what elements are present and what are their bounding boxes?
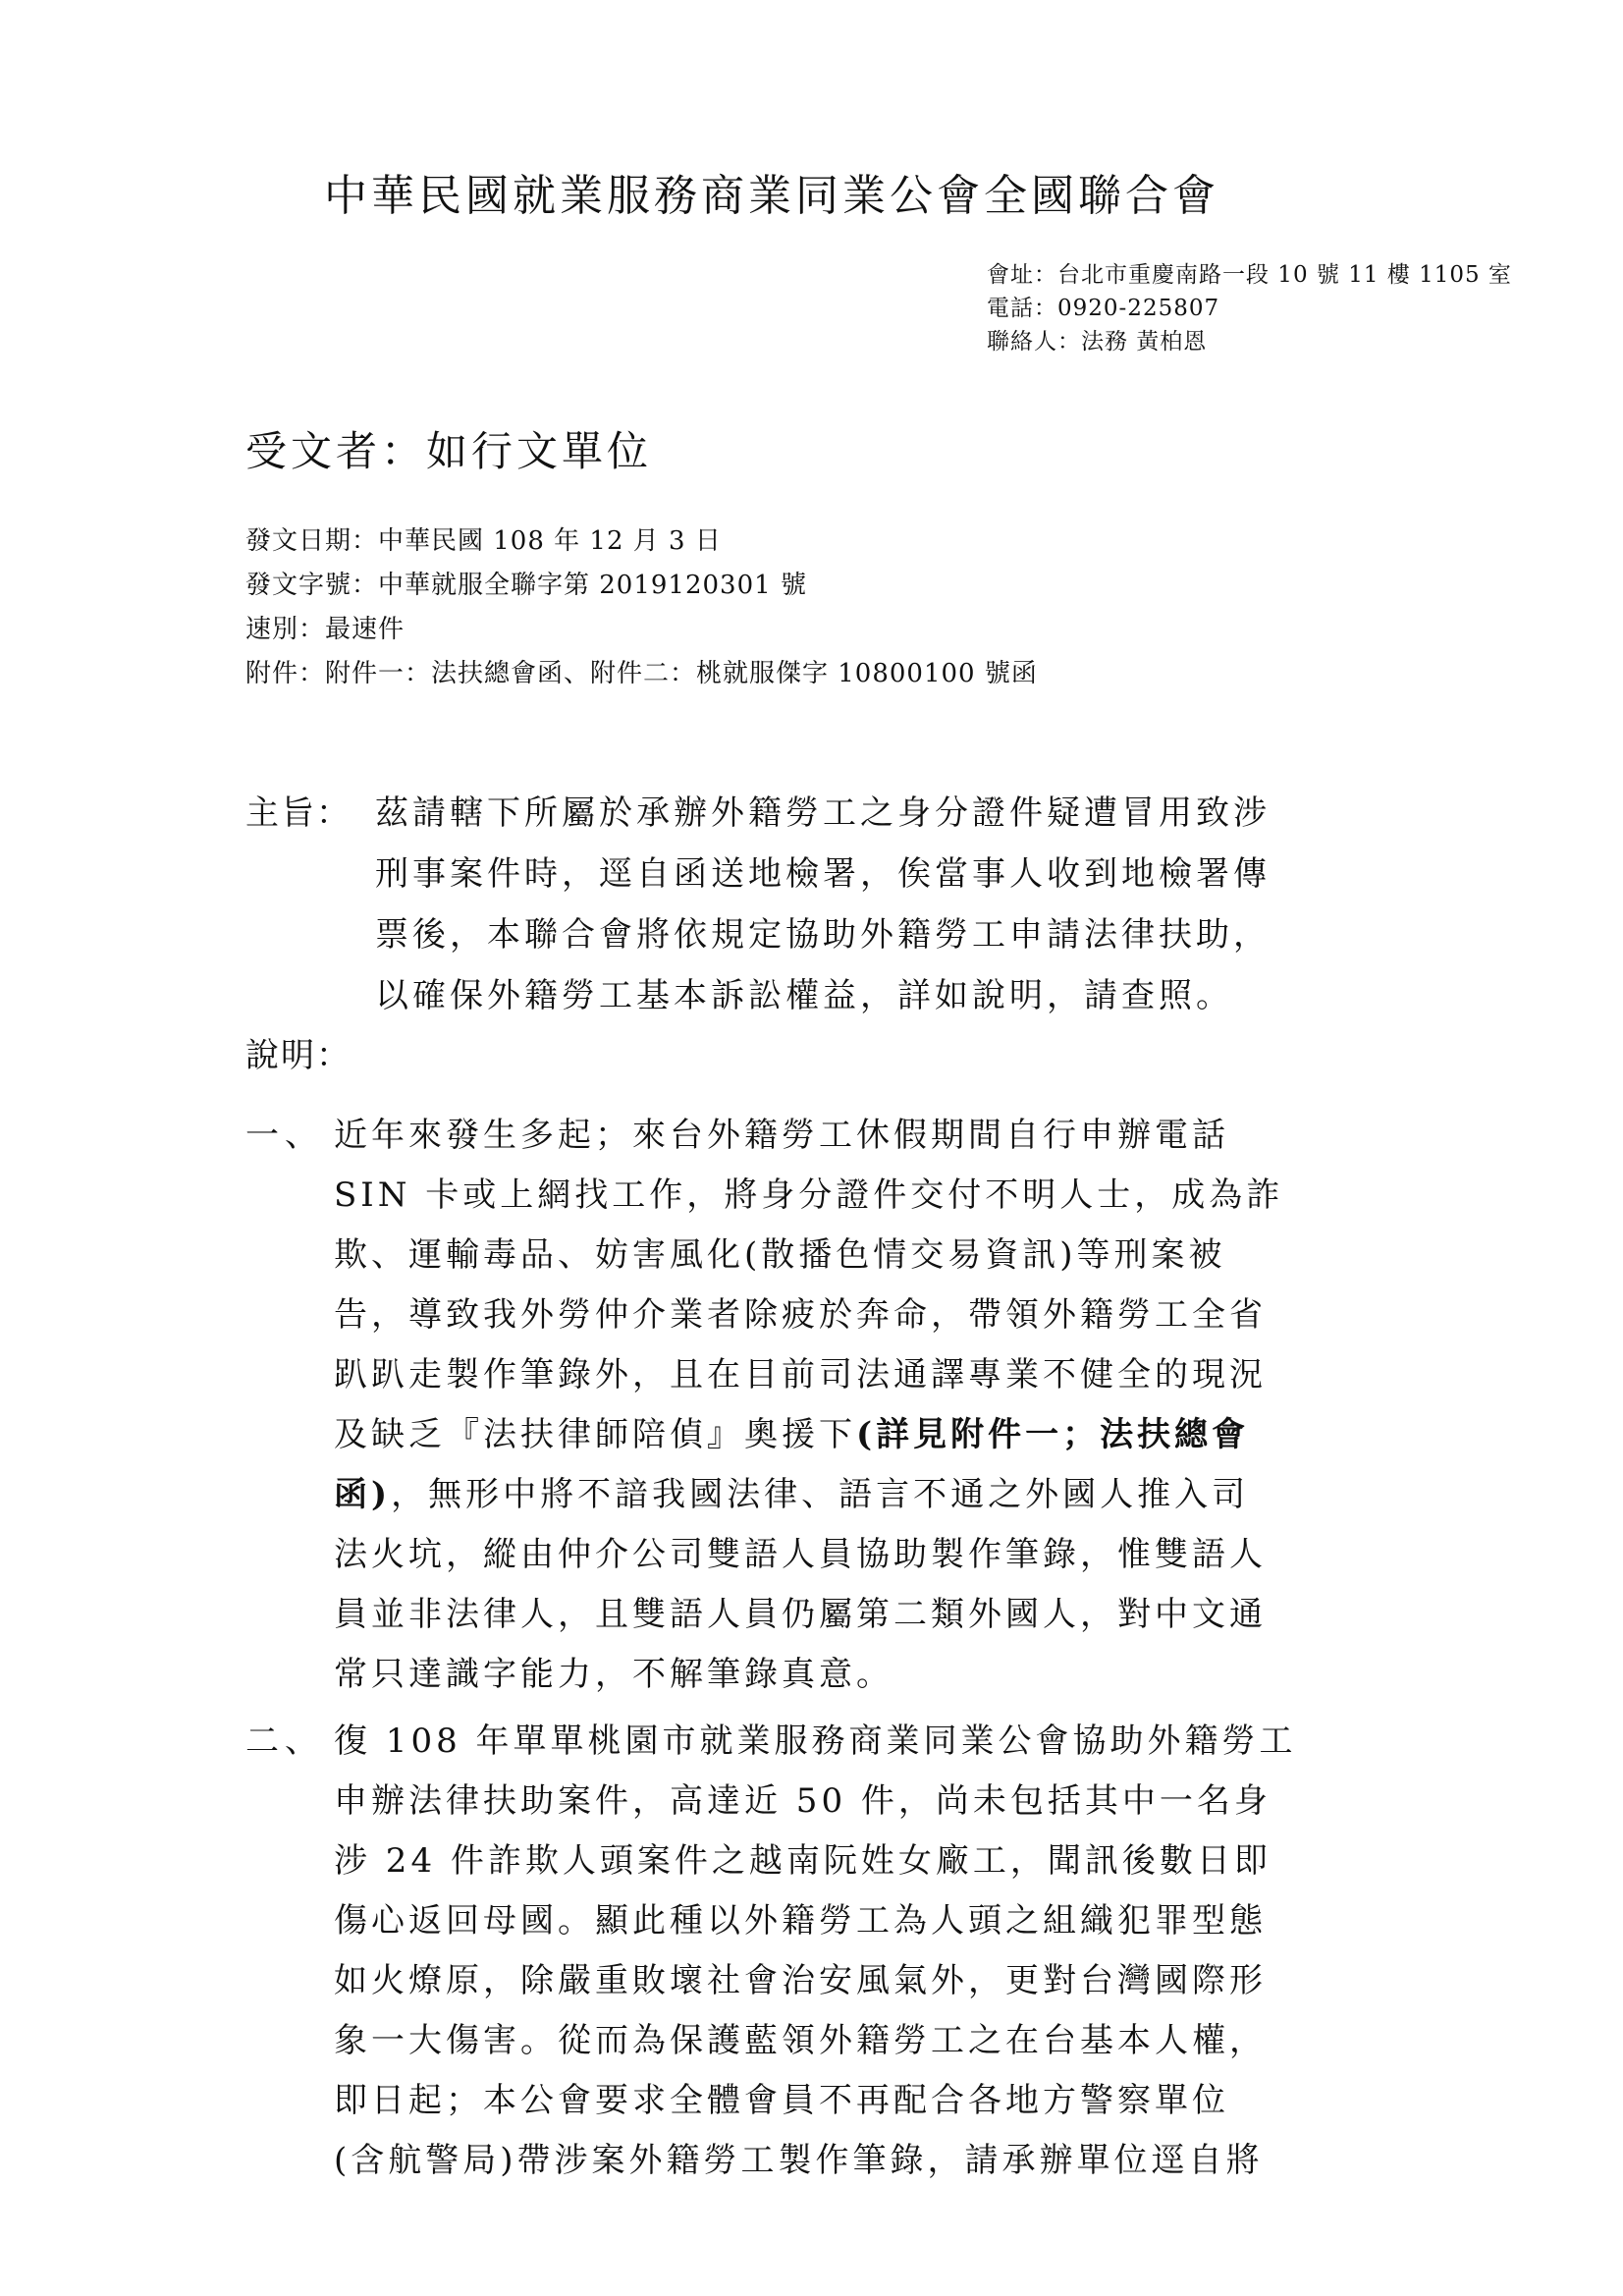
item-number: 一、: [245, 1116, 324, 1155]
item-line: [334, 1407, 1249, 1455]
attachment-reference: 函): [334, 1475, 392, 1514]
subject-label: 主旨：: [245, 793, 352, 833]
phone-line: 電話：0920-225807: [987, 296, 1220, 321]
item-line: [334, 1467, 1249, 1515]
item-line: 法火坑，縱由仲介公司雙語人員協助製作筆錄，惟雙語人: [334, 1535, 1267, 1574]
item-line: 常只達識字能力，不解筆錄真意。: [334, 1655, 893, 1694]
recipient-line: 受文者：如行文單位: [245, 427, 653, 475]
item-line: 復 108 年單單桃園市就業服務商業同業公會協助外籍勞工: [334, 1722, 1297, 1761]
item-number: 二、: [245, 1722, 324, 1761]
address-line: 會址：台北市重慶南路一段 10 號 11 樓 1105 室: [987, 262, 1512, 288]
item-line: 如火燎原，除嚴重敗壞社會治安風氣外，更對台灣國際形: [334, 1961, 1267, 2000]
organization-title: 中華民國就業服務商業同業公會全國聯合會: [324, 171, 1219, 221]
subject-line: 票後，本聯合會將依規定協助外籍勞工申請法律扶助，: [375, 915, 1271, 955]
item-line: 告，導致我外勞仲介業者除疲於奔命，帶領外籍勞工全省: [334, 1295, 1267, 1335]
item-line: 涉 24 件詐欺人頭案件之越南阮姓女廠工，聞訊後數日即: [334, 1841, 1271, 1881]
contact-person-line: 聯絡人：法務 黃柏恩: [987, 329, 1208, 355]
item-line: 象一大傷害。從而為保護藍領外籍勞工之在台基本人權，: [334, 2021, 1267, 2060]
item-line: 傷心返回母國。顯此種以外籍勞工為人頭之組織犯罪型態: [334, 1901, 1267, 1941]
item-line: 趴趴走製作筆錄外，且在目前司法通譯專業不健全的現況: [334, 1355, 1267, 1394]
item-text: ，無形中將不諳我國法律、語言不通之外國人推入司: [391, 1475, 1250, 1514]
item-line: 近年來發生多起；來台外籍勞工休假期間自行申辦電話: [334, 1116, 1229, 1155]
attachment-reference: (詳見附件一；法扶總會: [856, 1415, 1250, 1454]
document-number: 發文字號：中華就服全聯字第 2019120301 號: [245, 571, 807, 600]
item-line: 申辦法律扶助案件，高達近 50 件，尚未包括其中一名身: [334, 1781, 1271, 1821]
item-text: 及缺乏『法扶律師陪偵』奧援下: [334, 1415, 856, 1454]
explanation-label: 說明：: [245, 1036, 352, 1075]
attachments: 附件：附件一：法扶總會函、附件二：桃就服傑字 10800100 號函: [245, 659, 1038, 688]
subject-line: 茲請轄下所屬於承辦外籍勞工之身分證件疑遭冒用致涉: [375, 793, 1271, 833]
subject-line: 刑事案件時，逕自函送地檢署，俟當事人收到地檢署傳: [375, 854, 1271, 894]
item-line: SIN 卡或上網找工作，將身分證件交付不明人士，成為詐: [334, 1175, 1284, 1215]
subject-line: 以確保外籍勞工基本訴訟權益，詳如說明，請查照。: [375, 976, 1233, 1015]
item-line: 欺、運輸毒品、妨害風化(散播色情交易資訊)等刑案被: [334, 1235, 1226, 1275]
item-line: 員並非法律人，且雙語人員仍屬第二類外國人，對中文通: [334, 1595, 1267, 1634]
item-line: 即日起；本公會要求全體會員不再配合各地方警察單位: [334, 2081, 1229, 2120]
issue-date: 發文日期：中華民國 108 年 12 月 3 日: [245, 526, 722, 556]
item-line: (含航警局)帶涉案外籍勞工製作筆錄，請承辦單位逕自將: [334, 2141, 1264, 2180]
priority: 速別：最速件: [245, 615, 406, 644]
